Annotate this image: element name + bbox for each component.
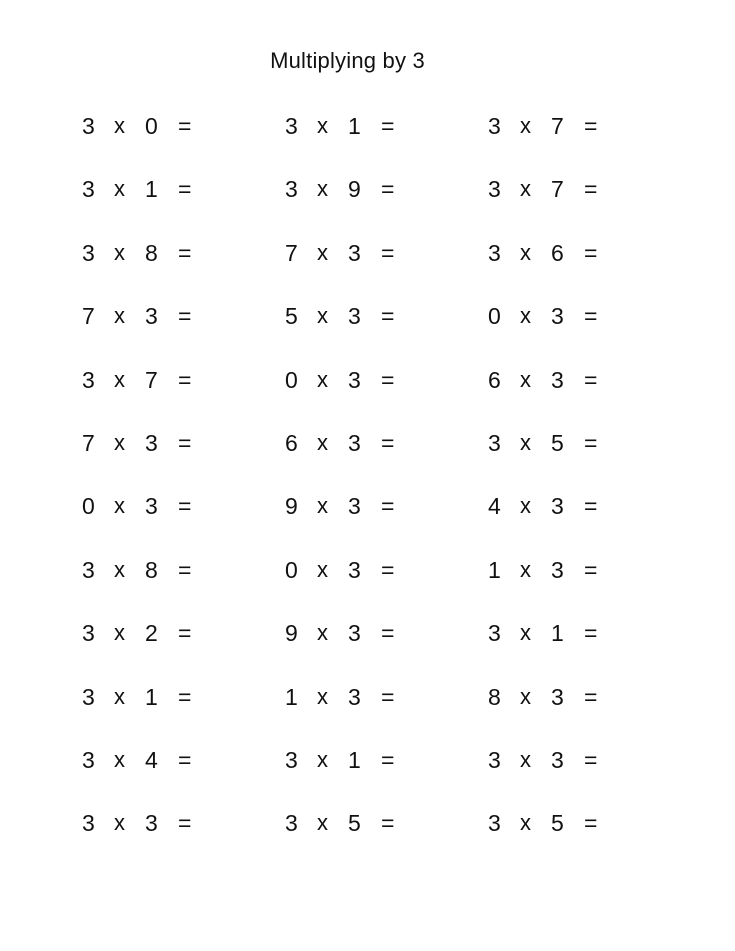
times-sign: x [114, 240, 125, 265]
problem-row [0, 808, 735, 838]
times-sign: x [520, 747, 531, 772]
times-sign: x [317, 684, 328, 709]
times-sign: x [114, 113, 125, 138]
equals-sign: = [584, 240, 598, 266]
times-sign: x [114, 684, 125, 709]
equals-sign: = [381, 430, 395, 456]
equals-sign: = [381, 620, 395, 646]
factor-a: 6 [285, 430, 298, 456]
factor-a: 7 [285, 240, 298, 266]
equals-sign: = [584, 810, 598, 836]
times-sign: x [317, 367, 328, 392]
times-sign: x [317, 303, 328, 328]
factor-b: 3 [348, 684, 361, 710]
factor-b: 3 [551, 493, 564, 519]
times-sign: x [317, 747, 328, 772]
problem-row [0, 111, 735, 141]
equals-sign: = [381, 367, 395, 393]
times-sign: x [520, 620, 531, 645]
factor-a: 3 [82, 747, 95, 773]
factor-b: 1 [348, 747, 361, 773]
factor-a: 3 [82, 240, 95, 266]
factor-b: 3 [551, 684, 564, 710]
equals-sign: = [178, 240, 192, 266]
factor-a: 3 [488, 620, 501, 646]
factor-b: 3 [348, 557, 361, 583]
times-sign: x [114, 810, 125, 835]
factor-a: 3 [82, 367, 95, 393]
times-sign: x [317, 810, 328, 835]
factor-a: 3 [488, 113, 501, 139]
factor-a: 3 [82, 113, 95, 139]
factor-a: 3 [82, 557, 95, 583]
times-sign: x [520, 684, 531, 709]
problem-row [0, 428, 735, 458]
factor-b: 3 [145, 430, 158, 456]
equals-sign: = [584, 430, 598, 456]
times-sign: x [114, 557, 125, 582]
times-sign: x [520, 176, 531, 201]
problem-row [0, 491, 735, 521]
factor-a: 3 [82, 684, 95, 710]
factor-a: 3 [285, 113, 298, 139]
factor-a: 3 [82, 620, 95, 646]
factor-a: 0 [285, 557, 298, 583]
problem-row [0, 301, 735, 331]
equals-sign: = [381, 303, 395, 329]
factor-b: 7 [551, 113, 564, 139]
equals-sign: = [178, 176, 192, 202]
factor-a: 3 [285, 747, 298, 773]
equals-sign: = [584, 557, 598, 583]
times-sign: x [317, 620, 328, 645]
equals-sign: = [178, 367, 192, 393]
factor-b: 0 [145, 113, 158, 139]
equals-sign: = [178, 113, 192, 139]
equals-sign: = [584, 684, 598, 710]
factor-b: 3 [348, 367, 361, 393]
times-sign: x [114, 367, 125, 392]
factor-a: 7 [82, 303, 95, 329]
factor-a: 6 [488, 367, 501, 393]
factor-a: 3 [285, 176, 298, 202]
problem-row [0, 745, 735, 775]
equals-sign: = [178, 430, 192, 456]
factor-b: 5 [551, 430, 564, 456]
factor-a: 3 [82, 810, 95, 836]
factor-b: 8 [145, 557, 158, 583]
factor-a: 4 [488, 493, 501, 519]
factor-b: 7 [145, 367, 158, 393]
equals-sign: = [178, 493, 192, 519]
factor-b: 5 [348, 810, 361, 836]
times-sign: x [114, 747, 125, 772]
factor-b: 3 [551, 557, 564, 583]
factor-a: 3 [82, 176, 95, 202]
equals-sign: = [584, 113, 598, 139]
factor-a: 0 [285, 367, 298, 393]
equals-sign: = [584, 176, 598, 202]
factor-b: 3 [551, 367, 564, 393]
factor-b: 3 [348, 430, 361, 456]
problem-row [0, 618, 735, 648]
factor-a: 7 [82, 430, 95, 456]
times-sign: x [317, 176, 328, 201]
factor-b: 3 [348, 303, 361, 329]
times-sign: x [520, 113, 531, 138]
equals-sign: = [584, 747, 598, 773]
factor-b: 3 [348, 493, 361, 519]
factor-a: 3 [488, 430, 501, 456]
equals-sign: = [178, 303, 192, 329]
equals-sign: = [584, 620, 598, 646]
factor-b: 3 [145, 493, 158, 519]
factor-b: 3 [348, 240, 361, 266]
factor-b: 4 [145, 747, 158, 773]
times-sign: x [114, 493, 125, 518]
equals-sign: = [178, 557, 192, 583]
factor-a: 3 [488, 747, 501, 773]
factor-b: 8 [145, 240, 158, 266]
factor-b: 3 [551, 747, 564, 773]
problem-row [0, 555, 735, 585]
equals-sign: = [381, 810, 395, 836]
factor-b: 3 [348, 620, 361, 646]
problem-row [0, 365, 735, 395]
problem-row [0, 238, 735, 268]
equals-sign: = [381, 493, 395, 519]
factor-b: 9 [348, 176, 361, 202]
equals-sign: = [381, 747, 395, 773]
times-sign: x [317, 557, 328, 582]
times-sign: x [114, 620, 125, 645]
times-sign: x [520, 367, 531, 392]
times-sign: x [520, 430, 531, 455]
factor-a: 0 [488, 303, 501, 329]
factor-a: 3 [488, 240, 501, 266]
factor-a: 3 [488, 176, 501, 202]
factor-b: 7 [551, 176, 564, 202]
times-sign: x [114, 303, 125, 328]
times-sign: x [520, 493, 531, 518]
factor-b: 5 [551, 810, 564, 836]
factor-b: 1 [145, 176, 158, 202]
times-sign: x [317, 240, 328, 265]
problem-row [0, 174, 735, 204]
factor-a: 9 [285, 620, 298, 646]
times-sign: x [520, 240, 531, 265]
factor-b: 1 [551, 620, 564, 646]
times-sign: x [520, 557, 531, 582]
factor-b: 3 [145, 810, 158, 836]
factor-a: 5 [285, 303, 298, 329]
times-sign: x [520, 810, 531, 835]
equals-sign: = [584, 493, 598, 519]
equals-sign: = [381, 176, 395, 202]
factor-b: 1 [348, 113, 361, 139]
equals-sign: = [584, 367, 598, 393]
equals-sign: = [381, 240, 395, 266]
worksheet-title: Multiplying by 3 [270, 48, 425, 73]
equals-sign: = [178, 684, 192, 710]
times-sign: x [317, 113, 328, 138]
times-sign: x [114, 430, 125, 455]
factor-b: 3 [551, 303, 564, 329]
factor-a: 3 [285, 810, 298, 836]
equals-sign: = [178, 747, 192, 773]
times-sign: x [317, 430, 328, 455]
factor-a: 0 [82, 493, 95, 519]
problem-row [0, 682, 735, 712]
factor-b: 1 [145, 684, 158, 710]
equals-sign: = [381, 684, 395, 710]
equals-sign: = [178, 810, 192, 836]
equals-sign: = [584, 303, 598, 329]
factor-b: 3 [145, 303, 158, 329]
equals-sign: = [178, 620, 192, 646]
factor-b: 6 [551, 240, 564, 266]
times-sign: x [520, 303, 531, 328]
times-sign: x [317, 493, 328, 518]
factor-a: 1 [285, 684, 298, 710]
times-sign: x [114, 176, 125, 201]
factor-a: 9 [285, 493, 298, 519]
factor-a: 1 [488, 557, 501, 583]
factor-a: 3 [488, 810, 501, 836]
equals-sign: = [381, 113, 395, 139]
factor-a: 8 [488, 684, 501, 710]
factor-b: 2 [145, 620, 158, 646]
equals-sign: = [381, 557, 395, 583]
